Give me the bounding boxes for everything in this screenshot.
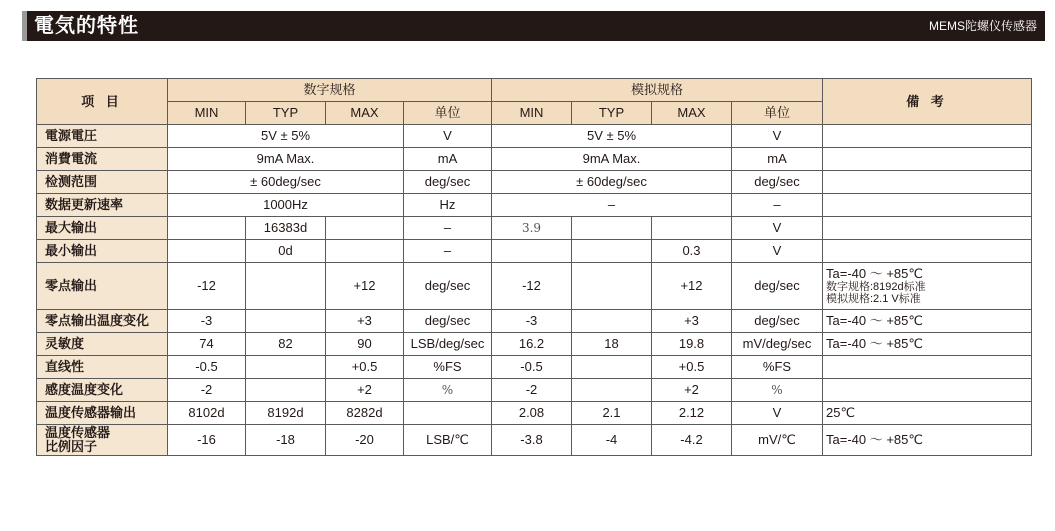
digital-max: +2 (326, 379, 404, 402)
digital-spec-header: 数字规格 (168, 79, 492, 102)
analog-typ (572, 310, 652, 333)
digital-min: -12 (168, 263, 246, 310)
row-label: 消費電流 (37, 148, 168, 171)
analog-typ (572, 379, 652, 402)
remark-cell (823, 263, 1032, 310)
table-row (37, 240, 1032, 263)
digital-max: 8282d (326, 402, 404, 425)
digital-typ: 0d (246, 240, 326, 263)
analog-max (652, 217, 732, 240)
digital-unit: % (404, 379, 492, 402)
analog-min: 2.08 (492, 402, 572, 425)
analog-unit: % (732, 379, 823, 402)
analog-min (492, 240, 572, 263)
row-label: 最小输出 (37, 240, 168, 263)
digital-value: 9mA Max. (168, 148, 404, 171)
table-row (37, 356, 1032, 379)
analog-unit-header: 单位 (732, 102, 823, 125)
digital-typ (246, 356, 326, 379)
row-label-line2: 比例因子 (45, 439, 98, 454)
digital-min: 74 (168, 333, 246, 356)
digital-min: -0.5 (168, 356, 246, 379)
table-row (37, 402, 1032, 425)
remark-analog-standard: 模拟规格:2.1 V标准 (826, 293, 921, 305)
table-row (37, 379, 1032, 402)
digital-max (326, 240, 404, 263)
analog-spec-header: 模拟规格 (492, 79, 823, 102)
table-row (37, 125, 1032, 148)
analog-max: -4.2 (652, 425, 732, 456)
row-label: 温度传感器输出 (37, 402, 168, 425)
analog-typ: 2.1 (572, 402, 652, 425)
digital-typ (246, 263, 326, 310)
digital-max: -20 (326, 425, 404, 456)
digital-value: 1000Hz (168, 194, 404, 217)
digital-unit-header: 单位 (404, 102, 492, 125)
analog-typ-header: TYP (572, 102, 652, 125)
digital-unit: Hz (404, 194, 492, 217)
analog-unit: mA (732, 148, 823, 171)
digital-unit: deg/sec (404, 263, 492, 310)
digital-typ-header: TYP (246, 102, 326, 125)
remark-cell (823, 379, 1032, 402)
analog-unit: V (732, 240, 823, 263)
analog-unit: V (732, 402, 823, 425)
table-row (37, 171, 1032, 194)
digital-unit: %FS (404, 356, 492, 379)
product-category: MEMS陀螺仪传感器 (928, 19, 1037, 33)
digital-max: +0.5 (326, 356, 404, 379)
row-label: 感度温度变化 (37, 379, 168, 402)
digital-unit: deg/sec (404, 171, 492, 194)
analog-unit: – (732, 194, 823, 217)
digital-min (168, 217, 246, 240)
analog-min: -3.8 (492, 425, 572, 456)
analog-unit: deg/sec (732, 263, 823, 310)
digital-min: -2 (168, 379, 246, 402)
analog-min: 16.2 (492, 333, 572, 356)
digital-unit (404, 402, 492, 425)
analog-unit: V (732, 217, 823, 240)
digital-unit: – (404, 217, 492, 240)
analog-min: -2 (492, 379, 572, 402)
digital-value: ± 60deg/sec (168, 171, 404, 194)
analog-typ: -4 (572, 425, 652, 456)
analog-min: -0.5 (492, 356, 572, 379)
row-label-line1: 温度传感器 (45, 425, 111, 440)
digital-value: 5V ± 5% (168, 125, 404, 148)
analog-min-header: MIN (492, 102, 572, 125)
digital-typ: -18 (246, 425, 326, 456)
remark-cell (823, 240, 1032, 263)
row-label: 零点输出 (37, 263, 168, 310)
digital-min: -3 (168, 310, 246, 333)
analog-max: 2.12 (652, 402, 732, 425)
digital-max: +3 (326, 310, 404, 333)
remark-cell: 25℃ (823, 402, 1032, 425)
table-row (37, 310, 1032, 333)
digital-max: +12 (326, 263, 404, 310)
remark-cell (823, 171, 1032, 194)
remark-cell: Ta=-40 ～ +85℃ (823, 310, 1032, 333)
analog-typ (572, 240, 652, 263)
digital-typ: 8192d (246, 402, 326, 425)
analog-typ (572, 356, 652, 379)
analog-min: -3 (492, 310, 572, 333)
remark-digital-standard: 数字规格:8192d标准 (826, 281, 926, 293)
analog-value: ± 60deg/sec (492, 171, 732, 194)
table-row (37, 148, 1032, 171)
analog-max: +0.5 (652, 356, 732, 379)
remark-cell: Ta=-40 ～ +85℃ (823, 425, 1032, 456)
digital-unit: LSB/℃ (404, 425, 492, 456)
analog-max: 0.3 (652, 240, 732, 263)
analog-unit: V (732, 125, 823, 148)
analog-max: +3 (652, 310, 732, 333)
remark-header: 備 考 (823, 79, 1032, 125)
digital-max-header: MAX (326, 102, 404, 125)
analog-unit: mV/deg/sec (732, 333, 823, 356)
analog-unit: mV/℃ (732, 425, 823, 456)
analog-typ: 18 (572, 333, 652, 356)
digital-unit: deg/sec (404, 310, 492, 333)
digital-unit: LSB/deg/sec (404, 333, 492, 356)
digital-typ (246, 310, 326, 333)
remark-cell: Ta=-40 ～ +85℃ (823, 333, 1032, 356)
table-row (37, 217, 1032, 240)
analog-max: 19.8 (652, 333, 732, 356)
digital-min: 8102d (168, 402, 246, 425)
header-accent-stripe (22, 11, 27, 41)
table-row (37, 194, 1032, 217)
digital-typ: 82 (246, 333, 326, 356)
analog-unit: deg/sec (732, 171, 823, 194)
row-label: 灵敏度 (37, 333, 168, 356)
analog-typ (572, 217, 652, 240)
table-row (37, 263, 1032, 310)
row-label: 检测范围 (37, 171, 168, 194)
remark-cell (823, 356, 1032, 379)
digital-min (168, 240, 246, 263)
digital-unit: V (404, 125, 492, 148)
electrical-spec-table (36, 78, 1032, 456)
table-row (37, 333, 1032, 356)
table-row (37, 425, 1032, 456)
remark-cell (823, 217, 1032, 240)
analog-min: 3.9 (492, 217, 572, 240)
analog-value: 5V ± 5% (492, 125, 732, 148)
digital-typ (246, 379, 326, 402)
row-label (37, 425, 168, 456)
remark-cell (823, 125, 1032, 148)
row-label: 最大输出 (37, 217, 168, 240)
digital-unit: mA (404, 148, 492, 171)
digital-min-header: MIN (168, 102, 246, 125)
row-label: 零点输出温度变化 (37, 310, 168, 333)
analog-unit: deg/sec (732, 310, 823, 333)
analog-max: +2 (652, 379, 732, 402)
remark-cell (823, 194, 1032, 217)
digital-max: 90 (326, 333, 404, 356)
digital-unit: – (404, 240, 492, 263)
analog-min: -12 (492, 263, 572, 310)
digital-min: -16 (168, 425, 246, 456)
analog-value: 9mA Max. (492, 148, 732, 171)
remark-cell (823, 148, 1032, 171)
analog-unit: %FS (732, 356, 823, 379)
analog-max: +12 (652, 263, 732, 310)
row-label: 電源電圧 (37, 125, 168, 148)
item-header: 项 目 (37, 79, 168, 125)
digital-typ: 16383d (246, 217, 326, 240)
analog-value: – (492, 194, 732, 217)
section-header-bar (22, 11, 1045, 41)
remark-temp-range: Ta=-40 ～ +85℃ (826, 266, 923, 281)
row-label: 直线性 (37, 356, 168, 379)
section-title: 電気的特性 (34, 15, 139, 37)
digital-max (326, 217, 404, 240)
row-label: 数据更新速率 (37, 194, 168, 217)
analog-max-header: MAX (652, 102, 732, 125)
analog-typ (572, 263, 652, 310)
